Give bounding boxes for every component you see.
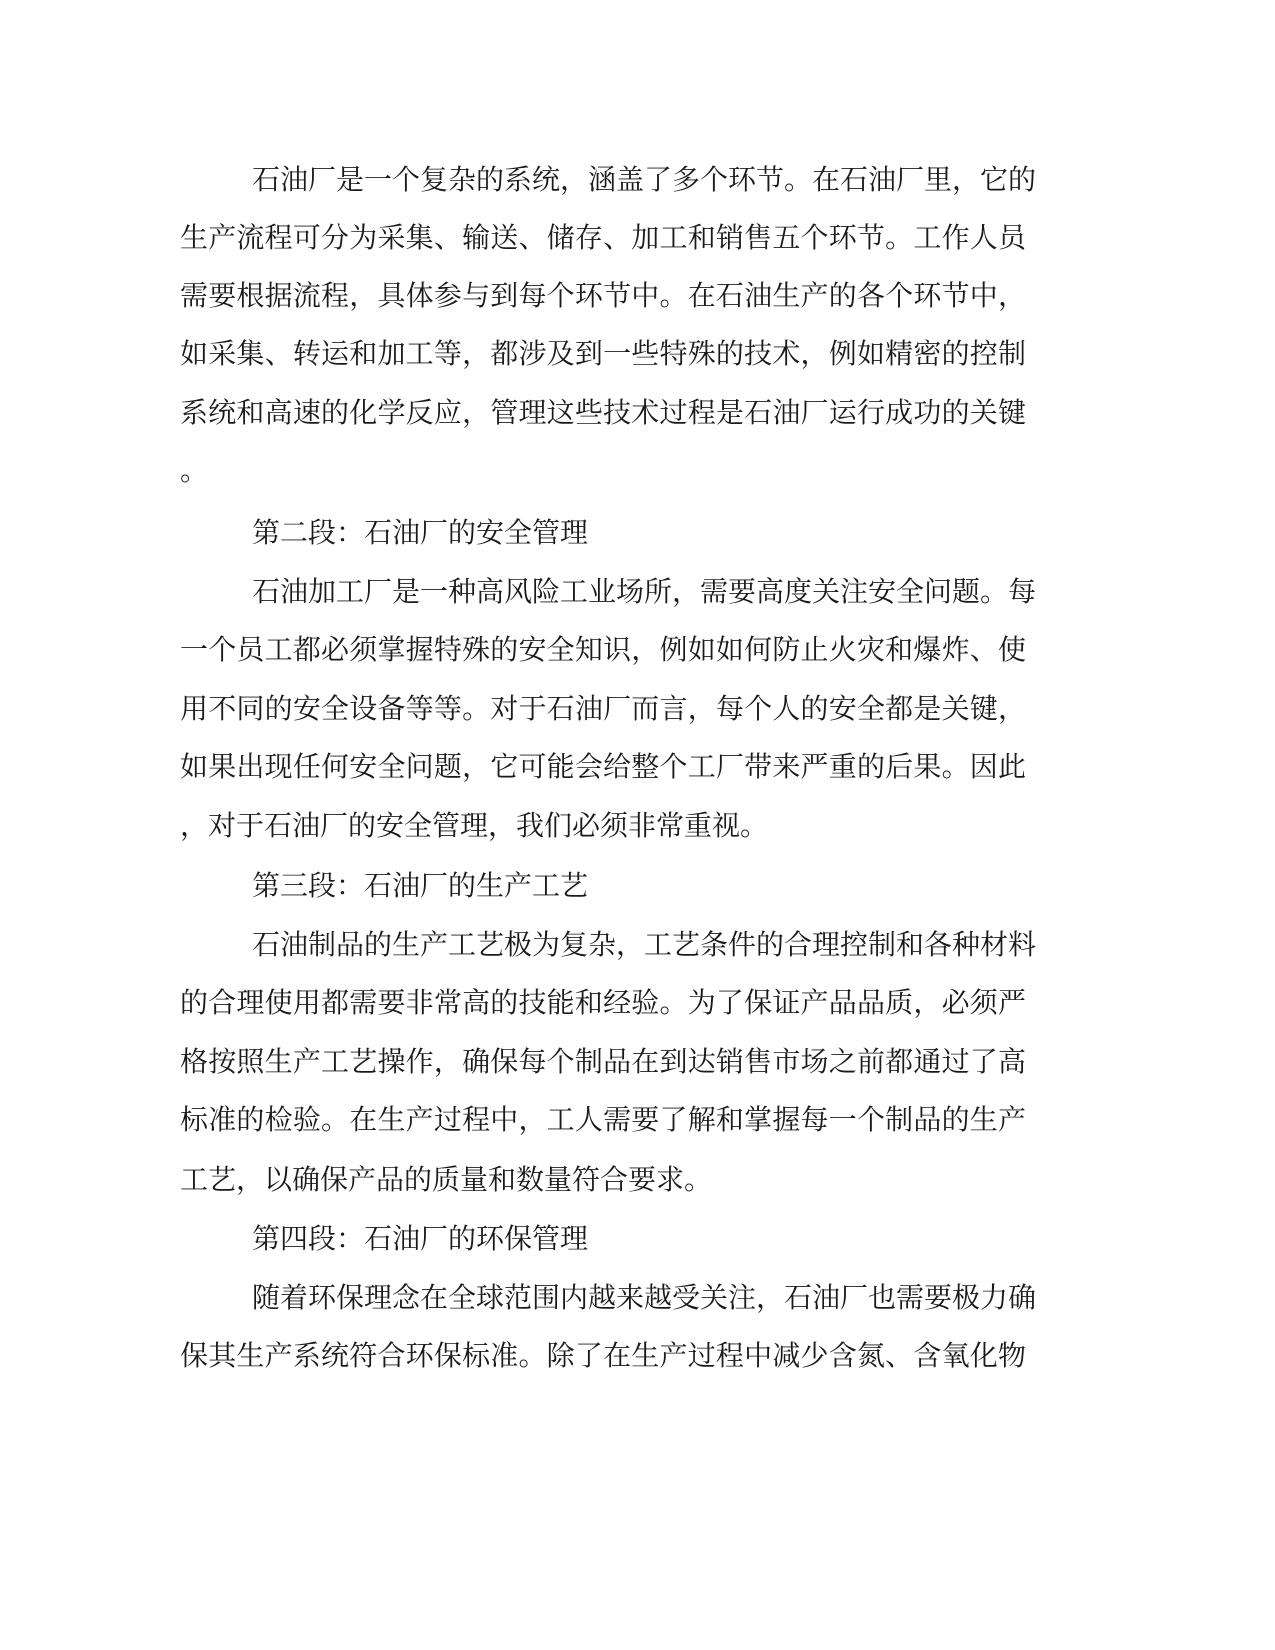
paragraph-2-line-3: 用不同的安全设备等等。对于石油厂而言，每个人的安全都是关键， [180, 692, 1026, 725]
paragraph-3-line-4: 标准的检验。在生产过程中，工人需要了解和掌握每一个制品的生产 [180, 1103, 1026, 1136]
paragraph-3-line-5: 工艺，以确保产品的质量和数量符合要求。 [180, 1163, 713, 1196]
paragraph-3-line-3: 格按照生产工艺操作，确保每个制品在到达销售市场之前都通过了高 [180, 1045, 1026, 1078]
paragraph-2-line-1: 石油加工厂是一种高风险工业场所，需要高度关注安全问题。每 [252, 575, 1037, 608]
paragraph-2-line-4: 如果出现任何安全问题，它可能会给整个工厂带来严重的后果。因此 [180, 750, 1026, 783]
section-heading-2: 第二段：石油厂的安全管理 [252, 516, 589, 549]
paragraph-1-line-5: 系统和高速的化学反应，管理这些技术过程是石油厂运行成功的关键 [180, 396, 1026, 429]
paragraph-4-line-1: 随着环保理念在全球范围内越来越受关注，石油厂也需要极力确 [252, 1281, 1037, 1314]
paragraph-1-line-3: 需要根据流程，具体参与到每个环节中。在石油生产的各个环节中， [180, 279, 1026, 312]
paragraph-1-line-2: 生产流程可分为采集、输送、储存、加工和销售五个环节。工作人员 [180, 221, 1026, 254]
section-heading-3: 第三段：石油厂的生产工艺 [252, 869, 589, 902]
paragraph-3-line-1: 石油制品的生产工艺极为复杂，工艺条件的合理控制和各种材料 [252, 928, 1037, 961]
paragraph-1-line-1: 石油厂是一个复杂的系统，涵盖了多个环节。在石油厂里，它的 [252, 163, 1037, 196]
paragraph-3-line-2: 的合理使用都需要非常高的技能和经验。为了保证产品品质，必须严 [180, 986, 1026, 1019]
section-heading-4: 第四段：石油厂的环保管理 [252, 1222, 589, 1255]
paragraph-2-line-2: 一个员工都必须掌握特殊的安全知识，例如如何防止火灾和爆炸、使 [180, 633, 1026, 666]
paragraph-1-line-4: 如采集、转运和加工等，都涉及到一些特殊的技术，例如精密的控制 [180, 337, 1026, 370]
paragraph-2-line-5: ，对于石油厂的安全管理，我们必须非常重视。 [180, 809, 769, 842]
paragraph-1-line-6: 。 [180, 454, 209, 487]
paragraph-4-line-2: 保其生产系统符合环保标准。除了在生产过程中减少含氮、含氧化物 [180, 1339, 1026, 1372]
